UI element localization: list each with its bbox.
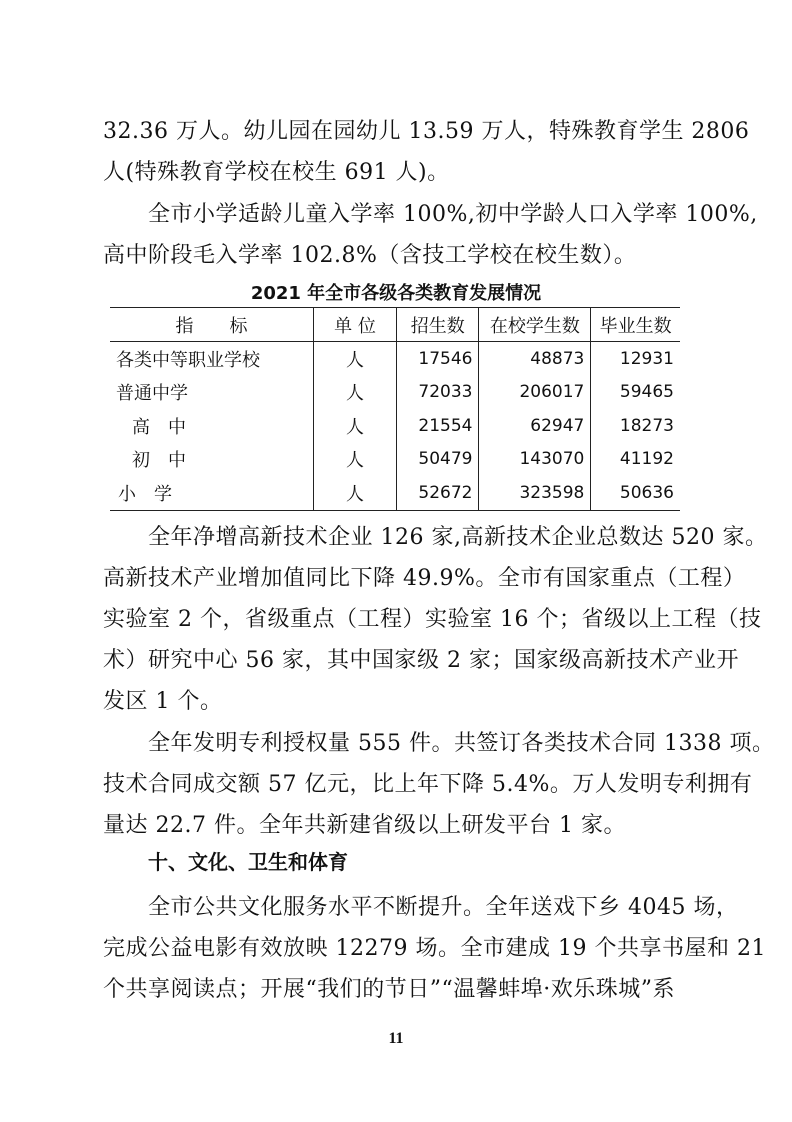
education-table bbox=[110, 307, 680, 511]
header-in-school: 在校学生数 bbox=[479, 308, 591, 342]
row-unit: 人 bbox=[314, 342, 397, 376]
row-enrolled: 17546 bbox=[397, 342, 479, 376]
row-name: 高 中 bbox=[132, 416, 186, 438]
row-enrolled: 52672 bbox=[397, 476, 479, 510]
header-indicator: 指 标 bbox=[110, 308, 314, 342]
row-in-school: 62947 bbox=[479, 409, 591, 443]
table-row bbox=[110, 409, 680, 443]
paragraph-line: 高中阶段毛入学率 102.8%（含技工学校在校生数）。 bbox=[103, 243, 637, 268]
row-unit: 人 bbox=[314, 376, 397, 410]
row-graduates: 12931 bbox=[591, 342, 680, 376]
paragraph-line: 全市小学适龄儿童入学率 100%,初中学龄人口入学率 100%, bbox=[148, 202, 758, 227]
header-graduates: 毕业生数 bbox=[591, 308, 680, 342]
row-graduates: 18273 bbox=[591, 409, 680, 443]
paragraph-line: 技术合同成交额 57 亿元，比上年下降 5.4%。万人发明专利拥有 bbox=[103, 772, 753, 797]
row-enrolled: 50479 bbox=[397, 443, 479, 477]
row-name: 各类中等职业学校 bbox=[116, 349, 260, 371]
paragraph-line: 量达 22.7 件。全年共新建省级以上研发平台 1 家。 bbox=[103, 813, 626, 838]
row-enrolled: 21554 bbox=[397, 409, 479, 443]
row-graduates: 50636 bbox=[591, 476, 680, 510]
row-enrolled: 72033 bbox=[397, 376, 479, 410]
row-unit: 人 bbox=[314, 443, 397, 477]
header-unit: 单 位 bbox=[314, 308, 397, 342]
section-heading: 十、文化、卫生和体育 bbox=[148, 850, 348, 874]
table-header-row bbox=[110, 308, 680, 342]
paragraph-line: 32.36 万人。幼儿园在园幼儿 13.59 万人，特殊教育学生 2806 bbox=[103, 119, 750, 144]
table-title: 2021 年全市各级各类教育发展情况 bbox=[250, 283, 542, 304]
header-enrolled: 招生数 bbox=[397, 308, 479, 342]
paragraph-line: 全年发明专利授权量 555 件。共签订各类技术合同 1338 项。 bbox=[148, 731, 775, 756]
row-name: 小 学 bbox=[110, 476, 314, 510]
table-row bbox=[110, 443, 680, 477]
paragraph-line: 实验室 2 个，省级重点（工程）实验室 16 个；省级以上工程（技 bbox=[103, 607, 762, 632]
paragraph-line: 发区 1 个。 bbox=[103, 689, 223, 714]
table-row bbox=[110, 376, 680, 410]
row-in-school: 143070 bbox=[479, 443, 591, 477]
row-graduates: 41192 bbox=[591, 443, 680, 477]
row-in-school: 323598 bbox=[479, 476, 591, 510]
table-row bbox=[110, 342, 680, 376]
page-number: 11 bbox=[388, 1030, 404, 1047]
row-in-school: 48873 bbox=[479, 342, 591, 376]
paragraph-line: 全市公共文化服务水平不断提升。全年送戏下乡 4045 场， bbox=[148, 895, 739, 920]
paragraph-line: 术）研究中心 56 家，其中国家级 2 家；国家级高新技术产业开 bbox=[103, 648, 739, 673]
paragraph-line: 全年净增高新技术企业 126 家,高新技术企业总数达 520 家。 bbox=[148, 525, 768, 550]
row-name: 普通中学 bbox=[116, 383, 188, 405]
row-in-school: 206017 bbox=[479, 376, 591, 410]
row-unit: 人 bbox=[314, 476, 397, 510]
table-row bbox=[110, 476, 680, 510]
paragraph-line: 完成公益电影有效放映 12279 场。全市建成 19 个共享书屋和 21 bbox=[103, 936, 766, 961]
paragraph-line: 个共享阅读点；开展“我们的节日”“温馨蚌埠·欢乐珠城”系 bbox=[103, 977, 675, 1002]
row-name: 初 中 bbox=[132, 450, 186, 472]
row-graduates: 59465 bbox=[591, 376, 680, 410]
paragraph-line: 高新技术产业增加值同比下降 49.9%。全市有国家重点（工程） bbox=[103, 566, 746, 591]
row-unit: 人 bbox=[314, 409, 397, 443]
paragraph-line: 人(特殊教育学校在校生 691 人)。 bbox=[103, 160, 450, 185]
